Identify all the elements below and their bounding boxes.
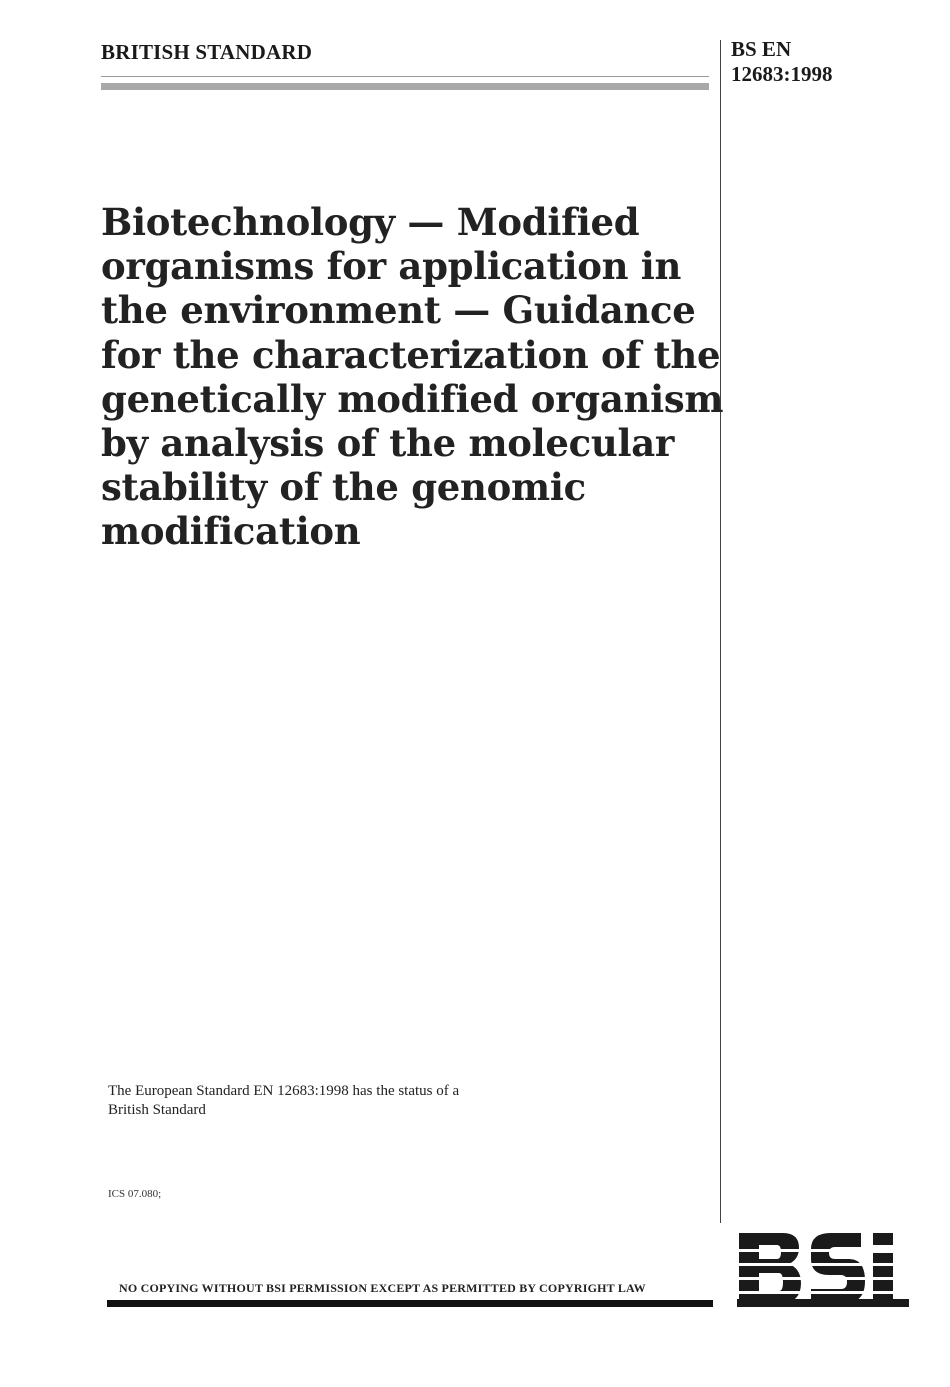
bsi-logo-icon — [737, 1229, 909, 1307]
title-line: Biotechnology — Modified — [101, 200, 640, 244]
standard-number — [731, 37, 833, 87]
title-line: modification — [101, 509, 361, 554]
title-line: for the characterization of the — [101, 332, 721, 377]
title-line: organisms for application in — [101, 244, 682, 289]
status-line2: British Standard — [108, 1102, 206, 1118]
title-line: the environment — Guidance — [101, 288, 696, 333]
copyright-notice: NO COPYING WITHOUT BSI PERMISSION EXCEPT AS PERMITTED BY COPYRIGHT LAW — [119, 1281, 646, 1295]
vertical-divider — [720, 40, 721, 1223]
footer-bar — [107, 1300, 713, 1307]
status-line1: The European Standard EN 12683:1998 has the status of a — [108, 1083, 460, 1099]
header-rule-thick — [101, 83, 709, 90]
title-line: stability of the genomic — [101, 465, 586, 510]
standard-number-line2: 12683:1998 — [731, 62, 833, 86]
header-rule-thin — [101, 76, 709, 77]
status-statement — [108, 1082, 459, 1120]
title-line: by analysis of the molecular — [101, 421, 675, 466]
standard-number-line1: BS EN — [731, 37, 792, 61]
ics-code: ICS 07.080; — [108, 1188, 162, 1200]
title-line: genetically modified organism — [101, 376, 724, 421]
document-title — [101, 200, 724, 554]
series-label: BRITISH STANDARD — [101, 40, 313, 64]
